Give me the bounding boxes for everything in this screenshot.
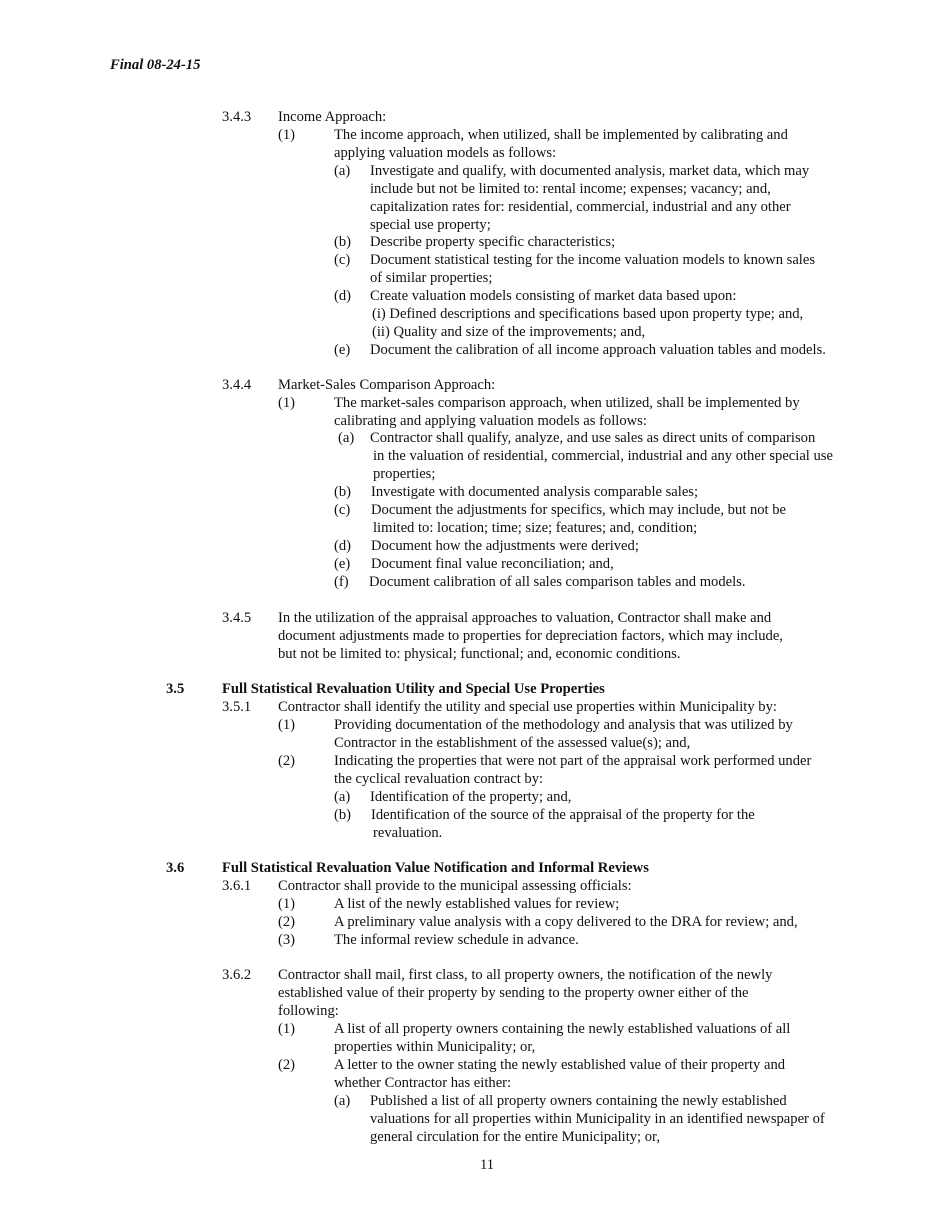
item-text: Document the calibration of all income approach valuation tables and models. — [370, 342, 826, 358]
item-label: (b) — [334, 807, 352, 823]
item-text: valuations for all properties within Municipality in an identified newspaper of — [370, 1111, 825, 1127]
section-number: 3.6.2 — [222, 967, 252, 983]
item-text: include but not be limited to: rental income; expenses; vacancy; and, — [370, 181, 771, 197]
paragraph-text: In the utilization of the appraisal approaches to valuation, Contractor shall make and — [278, 610, 772, 626]
section-number: 3.6.1 — [222, 878, 252, 894]
section-heading-number: 3.5 — [166, 681, 185, 697]
paragraph-number: (2) — [278, 914, 296, 930]
item-text: Document calibration of all sales comparison tables and models. — [369, 574, 746, 590]
item-text: Identification of the property; and, — [370, 789, 572, 805]
item-label: (e) — [334, 556, 351, 572]
item-text: Contractor shall qualify, analyze, and use sales as direct units of comparison — [370, 430, 816, 446]
paragraph-text: A list of all property owners containing the newly established valuations of all — [334, 1021, 791, 1037]
paragraph-number: (1) — [278, 717, 296, 733]
paragraph-text: but not be limited to: physical; functional; and, economic conditions. — [278, 646, 681, 662]
paragraph-text: whether Contractor has either: — [334, 1075, 512, 1091]
item-text: general circulation for the entire Municipality; or, — [370, 1129, 660, 1145]
section-number: 3.4.4 — [222, 377, 252, 393]
paragraph-text: A letter to the owner stating the newly established value of their property and — [334, 1057, 786, 1073]
item-label: (d) — [334, 538, 352, 554]
item-text: Identification of the source of the appraisal of the property for the — [371, 807, 755, 823]
item-label: (a) — [338, 430, 355, 446]
item-label: (b) — [334, 234, 352, 250]
paragraph-text: The income approach, when utilized, shall be implemented by calibrating and — [334, 127, 788, 143]
paragraph-number: (2) — [278, 753, 296, 769]
item-text: Document the adjustments for specifics, which may include, but not be — [371, 502, 787, 518]
paragraph-number: (1) — [278, 395, 296, 411]
paragraph-text: calibrating and applying valuation models as follows: — [334, 413, 647, 429]
section-number: 3.4.5 — [222, 610, 252, 626]
item-label: (e) — [334, 342, 351, 358]
item-text: in the valuation of residential, commercial, industrial and any other special use — [373, 448, 833, 464]
paragraph-number: (2) — [278, 1057, 296, 1073]
paragraph-text: Contractor shall provide to the municipal assessing officials: — [278, 878, 632, 894]
item-text: Document statistical testing for the income valuation models to known sales — [370, 252, 816, 268]
item-text: (i) Defined descriptions and specifications based upon property type; and, — [372, 306, 804, 322]
paragraph-number: (1) — [278, 896, 296, 912]
paragraph-text: established value of their property by sending to the property owner either of the — [278, 985, 749, 1001]
section-title: Income Approach: — [278, 109, 387, 125]
item-text: special use property; — [370, 217, 491, 233]
paragraph-text: the cyclical revaluation contract by: — [334, 771, 544, 787]
paragraph-number: (1) — [278, 1021, 296, 1037]
item-label: (d) — [334, 288, 352, 304]
item-text: Investigate and qualify, with documented analysis, market data, which may — [370, 163, 810, 179]
item-text: limited to: location; time; size; features; and, condition; — [373, 520, 698, 536]
section-heading: Full Statistical Revaluation Value Notification and Informal Reviews — [222, 860, 649, 876]
paragraph-text: Indicating the properties that were not part of the appraisal work performed under — [334, 753, 812, 769]
item-text: Create valuation models consisting of market data based upon: — [370, 288, 737, 304]
item-text: of similar properties; — [370, 270, 493, 286]
item-text: Document final value reconciliation; and, — [371, 556, 614, 572]
item-label: (b) — [334, 484, 352, 500]
item-text: revaluation. — [373, 825, 443, 841]
paragraph-text: A list of the newly established values for review; — [334, 896, 620, 912]
document-version-date: Final 08-24-15 — [110, 57, 201, 73]
item-text: Published a list of all property owners containing the newly established — [370, 1093, 787, 1109]
paragraph-text: A preliminary value analysis with a copy delivered to the DRA for review; and, — [334, 914, 798, 930]
paragraph-text: Contractor in the establishment of the assessed value(s); and, — [334, 735, 691, 751]
section-number: 3.4.3 — [222, 109, 252, 125]
section-number: 3.5.1 — [222, 699, 252, 715]
paragraph-number: (3) — [278, 932, 296, 948]
paragraph-text: Providing documentation of the methodology and analysis that was utilized by — [334, 717, 793, 733]
section-title: Market-Sales Comparison Approach: — [278, 377, 496, 393]
item-label: (a) — [334, 163, 351, 179]
paragraph-text: Contractor shall mail, first class, to all property owners, the notification of the newly — [278, 967, 773, 983]
item-text: Investigate with documented analysis comparable sales; — [371, 484, 699, 500]
item-text: properties; — [373, 466, 436, 482]
item-text: capitalization rates for: residential, commercial, industrial and any other — [370, 199, 791, 215]
paragraph-number: (1) — [278, 127, 296, 143]
page-number: 11 — [480, 1157, 495, 1173]
item-label: (f) — [334, 574, 349, 590]
item-label: (c) — [334, 252, 351, 268]
paragraph-text: The informal review schedule in advance. — [334, 932, 579, 948]
paragraph-text: following: — [278, 1003, 339, 1019]
paragraph-text: The market-sales comparison approach, when utilized, shall be implemented by — [334, 395, 800, 411]
item-label: (a) — [334, 789, 351, 805]
paragraph-text: applying valuation models as follows: — [334, 145, 557, 161]
section-heading-number: 3.6 — [166, 860, 185, 876]
item-label: (c) — [334, 502, 351, 518]
paragraph-text: document adjustments made to properties for depreciation factors, which may include, — [278, 628, 783, 644]
item-text: Describe property specific characteristics; — [370, 234, 616, 250]
paragraph-text: properties within Municipality; or, — [334, 1039, 536, 1055]
section-heading: Full Statistical Revaluation Utility and Special Use Properties — [222, 681, 605, 697]
item-label: (a) — [334, 1093, 351, 1109]
paragraph-text: Contractor shall identify the utility and special use properties within Municipality by: — [278, 699, 777, 715]
item-text: (ii) Quality and size of the improvements; and, — [372, 324, 646, 340]
item-text: Document how the adjustments were derived; — [371, 538, 639, 554]
